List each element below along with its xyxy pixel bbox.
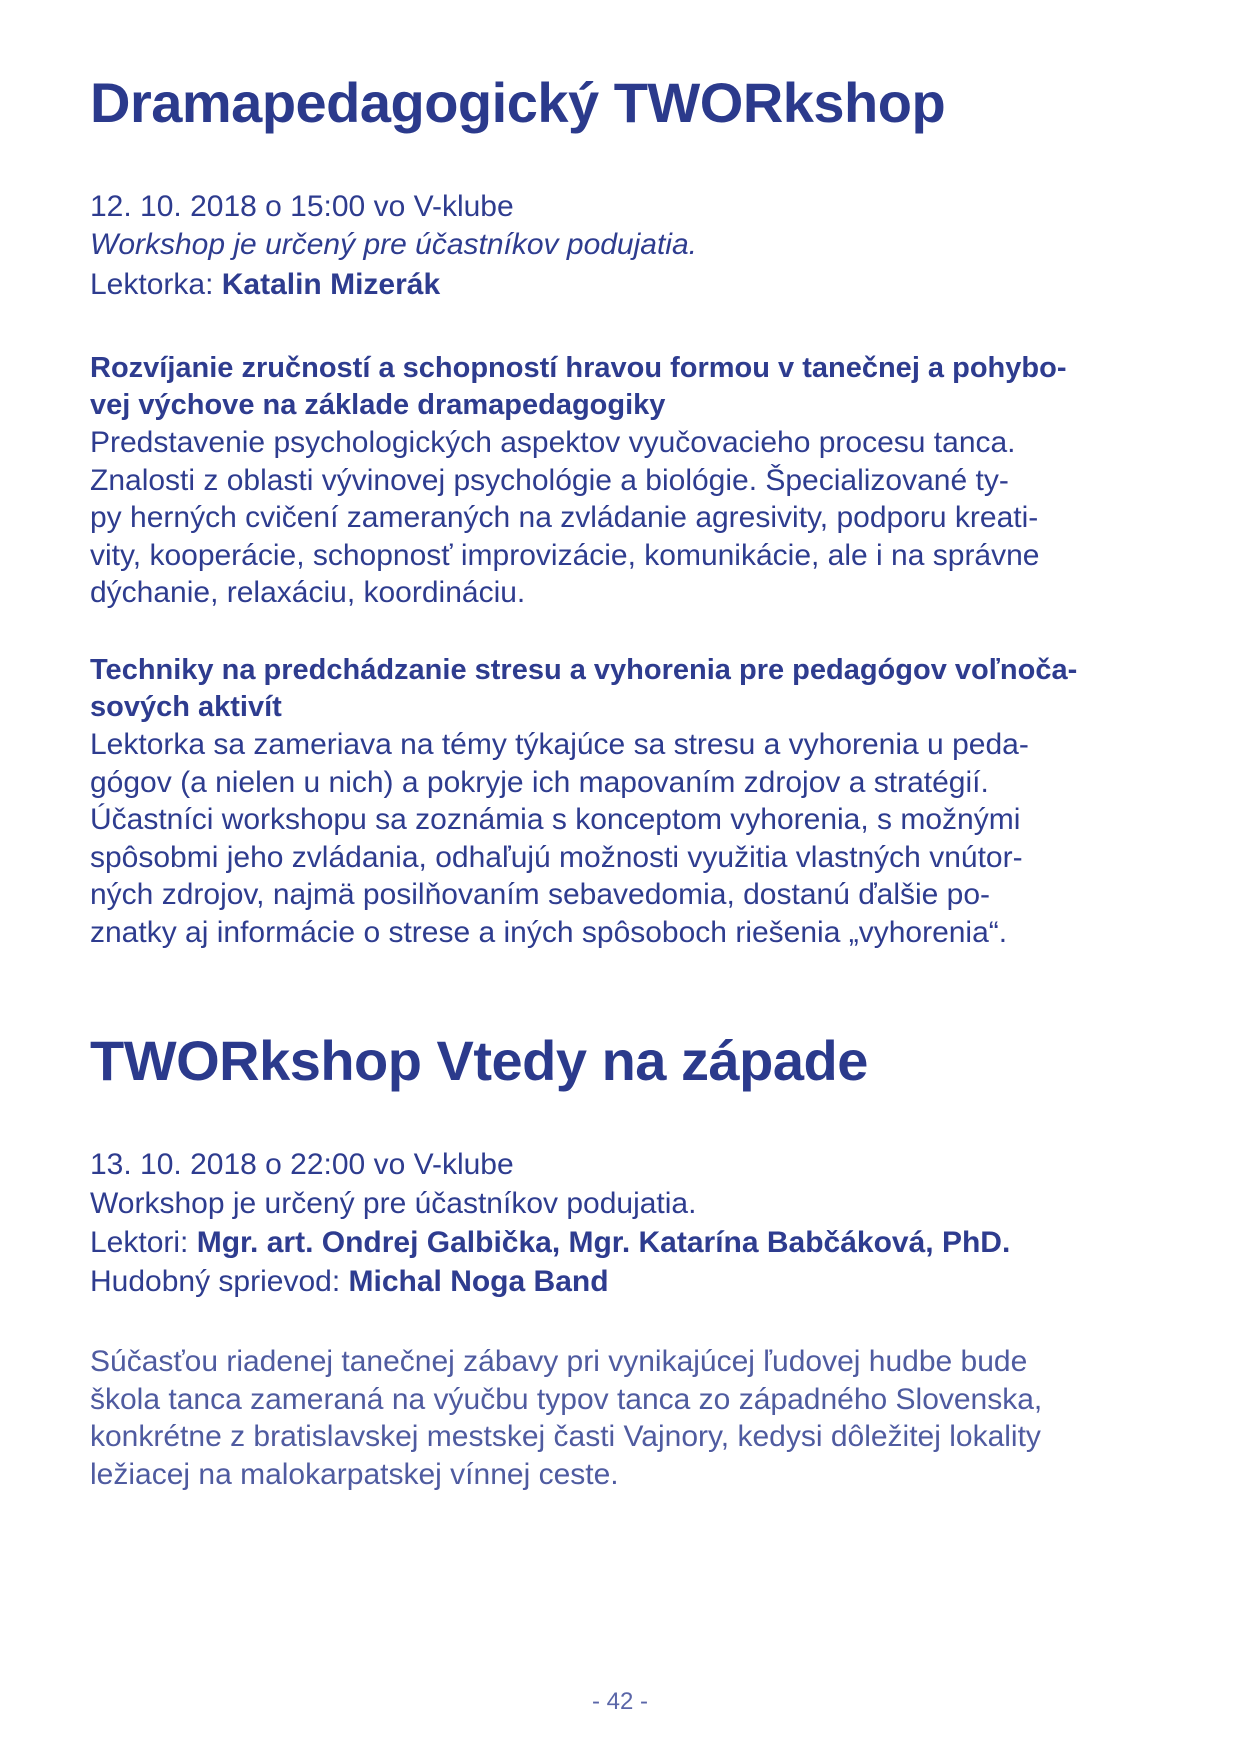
- section1-lecturer: [90, 266, 440, 304]
- section1-audience: Workshop je určený pre účastníkov podujatia.: [90, 228, 697, 261]
- topic1-body-line: vity, kooperácie, schopnosť improvizácie, komunikácie, ale i na správne: [90, 538, 1040, 572]
- topic2-body-line: spôsobmi jeho zvládania, odhaľujú možnosti využitia vlastných vnútor-: [90, 840, 1023, 874]
- topic2-body: [90, 726, 1170, 951]
- section2-music-name: Michal Noga Band: [348, 1265, 609, 1298]
- section1-lecturer-label: Lektorka:: [90, 268, 222, 301]
- section2-audience: Workshop je určený pre účastníkov podujatia.: [90, 1187, 697, 1220]
- topic2-body-line: gógov (a nielen u nich) a pokryje ich mapovaním zdrojov a stratégií.: [90, 765, 989, 799]
- topic1-body-line: Predstavenie psychologických aspektov vyučovacieho procesu tanca.: [90, 426, 1016, 459]
- section2-title: TWORkshop Vtedy na západe: [90, 1029, 868, 1092]
- topic2-body-line: ných zdrojov, najmä posilňovaním sebavedomia, dostanú ďalšie po-: [90, 878, 991, 911]
- page-number: - 42 -: [591, 1688, 648, 1715]
- section2-body-line: ležiacej na malokarpatskej vínnej ceste.: [90, 1457, 619, 1491]
- section1-date: 12. 10. 2018 o 15:00 vo V-klube: [90, 190, 514, 223]
- topic1-body-line: py herných cvičení zameraných na zvládanie agresivity, podporu kreati-: [90, 501, 1039, 534]
- section1-title: Dramapedagogický TWORkshop: [90, 71, 946, 134]
- section2-date: 13. 10. 2018 o 22:00 vo V-klube: [90, 1148, 514, 1181]
- topic2-heading: [90, 652, 1160, 726]
- section2-body-line: škola tanca zameraná na výučbu typov tanca zo západného Slovenska,: [90, 1382, 1043, 1416]
- topic1-heading-line: vej výchove na základe dramapedagogiky: [90, 389, 666, 421]
- section1-lecturer-name: Katalin Mizerák: [221, 268, 441, 301]
- topic1-body-line: Znalosti z oblasti vývinovej psychológie a biológie. Špecializované ty-: [90, 463, 1009, 497]
- section2-body-line: konkrétne z bratislavskej mestskej časti Vajnory, kedysi dôležitej lokality: [90, 1420, 1041, 1453]
- section2-music-label: Hudobný sprievod:: [90, 1265, 349, 1298]
- topic2-body-line: znatky aj informácie o strese a iných spôsoboch riešenia „vyhorenia“.: [90, 915, 1008, 949]
- topic1-body: [90, 424, 1170, 612]
- section2-lecturers-label: Lektori:: [90, 1226, 197, 1259]
- topic1-body-line: dýchanie, relaxáciu, koordináciu.: [90, 576, 526, 609]
- section2-music: [90, 1263, 609, 1301]
- section2-body: [90, 1343, 1170, 1493]
- topic2-heading-line: sových aktivít: [90, 691, 282, 723]
- topic2-heading-line: Techniky na predchádzanie stresu a vyhorenia pre pedagógov voľnoča-: [90, 654, 1078, 686]
- section2-body-line: Súčasťou riadenej tanečnej zábavy pri vynikajúcej ľudovej hudbe bude: [90, 1345, 1028, 1378]
- topic2-body-line: Účastníci workshopu sa zoznámia s konceptom vyhorenia, s možnými: [90, 803, 1021, 836]
- topic1-heading: [90, 350, 1160, 424]
- section2-lecturers: [90, 1224, 1010, 1262]
- topic1-heading-line: Rozvíjanie zručností a schopností hravou formou v tanečnej a pohybo-: [90, 352, 1067, 384]
- section2-lecturers-names: Mgr. art. Ondrej Galbička, Mgr. Katarína Babčáková, PhD.: [196, 1226, 1011, 1259]
- topic2-body-line: Lektorka sa zameriava na témy týkajúce sa stresu a vyhorenia u peda-: [90, 728, 1029, 761]
